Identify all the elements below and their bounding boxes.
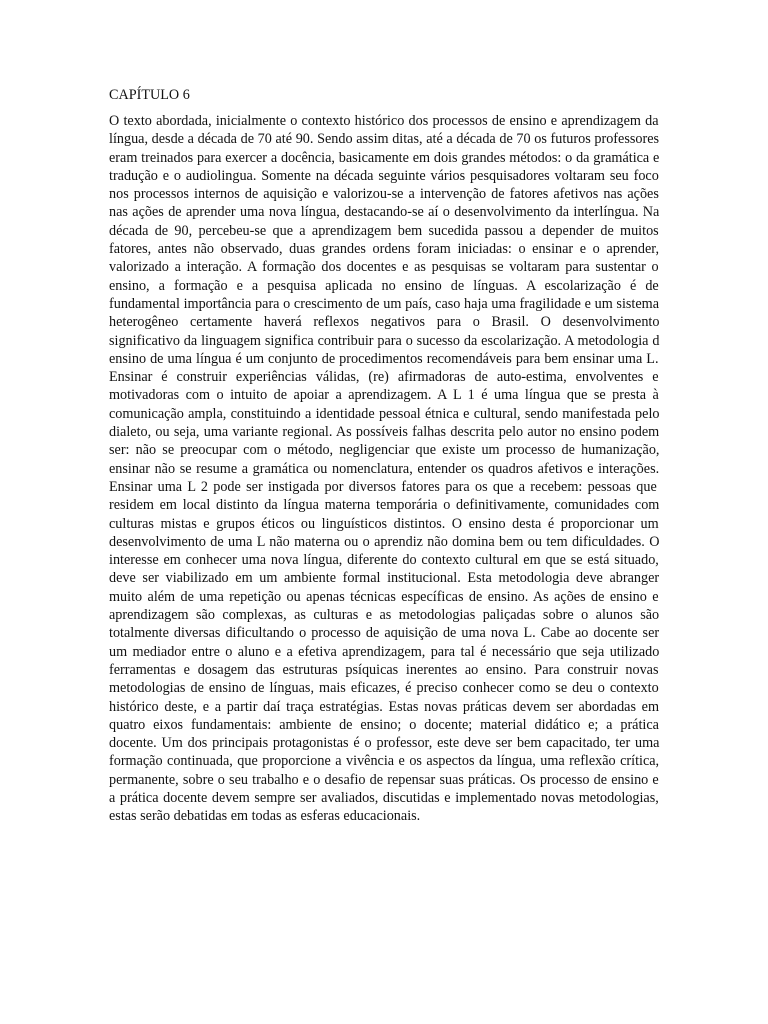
text-line: tradução e o audiolingua. Somente na década seguinte vários pesquisadores voltaram seu foco [109, 167, 659, 184]
text-line: quatro eixos fundamentais: ambiente de ensino; o docente; material didático e; a prática [109, 716, 659, 733]
text-line: histórico deste, e a partir daí traça estratégias. Estas novas práticas devem ser abordadas em [109, 698, 659, 715]
text-line: O texto abordada, inicialmente o contexto histórico dos processos de ensino e aprendizagem da [109, 113, 659, 129]
text-line: significativo da linguagem significa contribuir para o sucesso da escolarização. A metodologia d [109, 332, 660, 349]
text-line: heterogêneo certamente haverá reflexos negativos para o Brasil. O desenvolvimento [109, 314, 660, 331]
text-line: Ensinar uma L 2 pode ser instigada por diversos fatores para os que a recebem: pessoas que [109, 478, 657, 495]
text-line: formação continuada, que proporcione a vivência e os aspectos da língua, uma reflexão crítica, [109, 753, 660, 770]
text-line: dialeto, ou seja, uma variante regional. As possíveis falhas descrita pelo autor no ensino podem [109, 424, 660, 441]
text-line: culturas mistas e grupos éticos ou linguísticos distintos. O ensino desta é proporcionar um [109, 515, 659, 532]
text-line: fatores, antes não observado, duas grandes ordens foram iniciadas: o ensinar e o aprender, [109, 241, 659, 258]
text-line: valorizado a interação. A formação dos docentes e as pesquisas se voltaram para sustentar o [109, 259, 659, 276]
text-line: deve ser viabilizado em um ambiente formal institucional. Esta metodologia deve abranger [109, 570, 660, 587]
text-line: metodologias de ensino de línguas, mais eficazes, é preciso conhecer como se deu o contexto [109, 680, 659, 697]
text-line: aprendizagem são complexas, as culturas e as metodologias paliçadas sobre o alunos são [109, 607, 660, 624]
text-line: nos processos internos de aquisição e valorizou-se a intervenção de fatores afetivos nas ações [109, 186, 659, 203]
chapter-title: CAPÍTULO 6 [109, 87, 190, 103]
text-line: ensinar não se resume a gramática ou nomenclatura, entender os quadros afetivos e interações. [109, 460, 660, 477]
text-line: fundamental importância para o crescimento de um país, caso haja uma fragilidade e um sistema [109, 295, 659, 312]
text-line: nas ações de aprender uma nova língua, destacando-se aí o desenvolvimento da interlíngua. Na [109, 204, 660, 221]
text-line: residem em local distinto da língua materna temporária o definitivamente, comunidades com [109, 497, 660, 514]
body-paragraph [109, 112, 659, 826]
text-line: ensino, a formação e a pesquisa aplicada no ensino de línguas. A escolarização é de [109, 277, 659, 294]
text-line: muito além de uma repetição ou apenas técnicas específicas de ensino. As ações de ensino e [109, 588, 659, 605]
text-line: ferramentas e dosagem das estruturas psíquicas inerentes ao ensino. Para construir novas [109, 661, 659, 678]
text-line: a prática docente devem sempre ser avaliados, discutidas e implementado novas metodologias, [109, 789, 659, 806]
text-line: um mediador entre o aluno e a efetiva aprendizagem, para tal é necessário que seja utilizado [109, 643, 660, 660]
text-line: interesse em conhecer uma nova língua, diferente do contexto cultural em que se está situado, [109, 552, 659, 569]
text-line: permanente, sobre o seu trabalho e o desafio de repensar suas práticas. Os processo de ensino e [109, 771, 659, 788]
text-line: totalmente diversas dificultando o processo de aquisição de uma nova L. Cabe ao docente ser [109, 625, 660, 642]
text-line: Ensinar é construir experiências válidas, (re) afirmadoras de auto-estima, envolventes e [109, 369, 659, 386]
text-line: ser: não se preocupar com o método, negligenciar que existe um processo de humanização, [109, 442, 660, 459]
text-line: motivadoras com o intuito de apoiar a aprendizagem. A L 1 é uma língua que se presta à [109, 387, 659, 404]
text-line: língua, desde a década de 70 até 90. Sendo assim ditas, até a década de 70 os futuros professores [109, 131, 660, 148]
text-line: década de 90, percebeu-se que a aprendizagem bem sucedida passou a depender de muitos [109, 222, 659, 239]
text-line: ensino de uma língua é um conjunto de procedimentos recomendáveis para bem ensinar uma L. [109, 350, 659, 367]
text-line: comunicação ampla, constituindo a identidade pessoal étnica e cultural, sendo manifestada pelo [109, 405, 660, 422]
text-line-last: estas serão debatidas em todas as esferas educacionais. [109, 808, 421, 825]
text-line: eram treinados para exercer a docência, basicamente em dois grandes métodos: o da gramática e [109, 149, 660, 166]
text-line: docente. Um dos principais protagonistas é o professor, este deve ser bem capacitado, ter uma [109, 735, 660, 752]
text-line: desenvolvimento de uma L não materna ou o aprendiz não domina bem ou tem dificuldades. O [109, 533, 660, 550]
